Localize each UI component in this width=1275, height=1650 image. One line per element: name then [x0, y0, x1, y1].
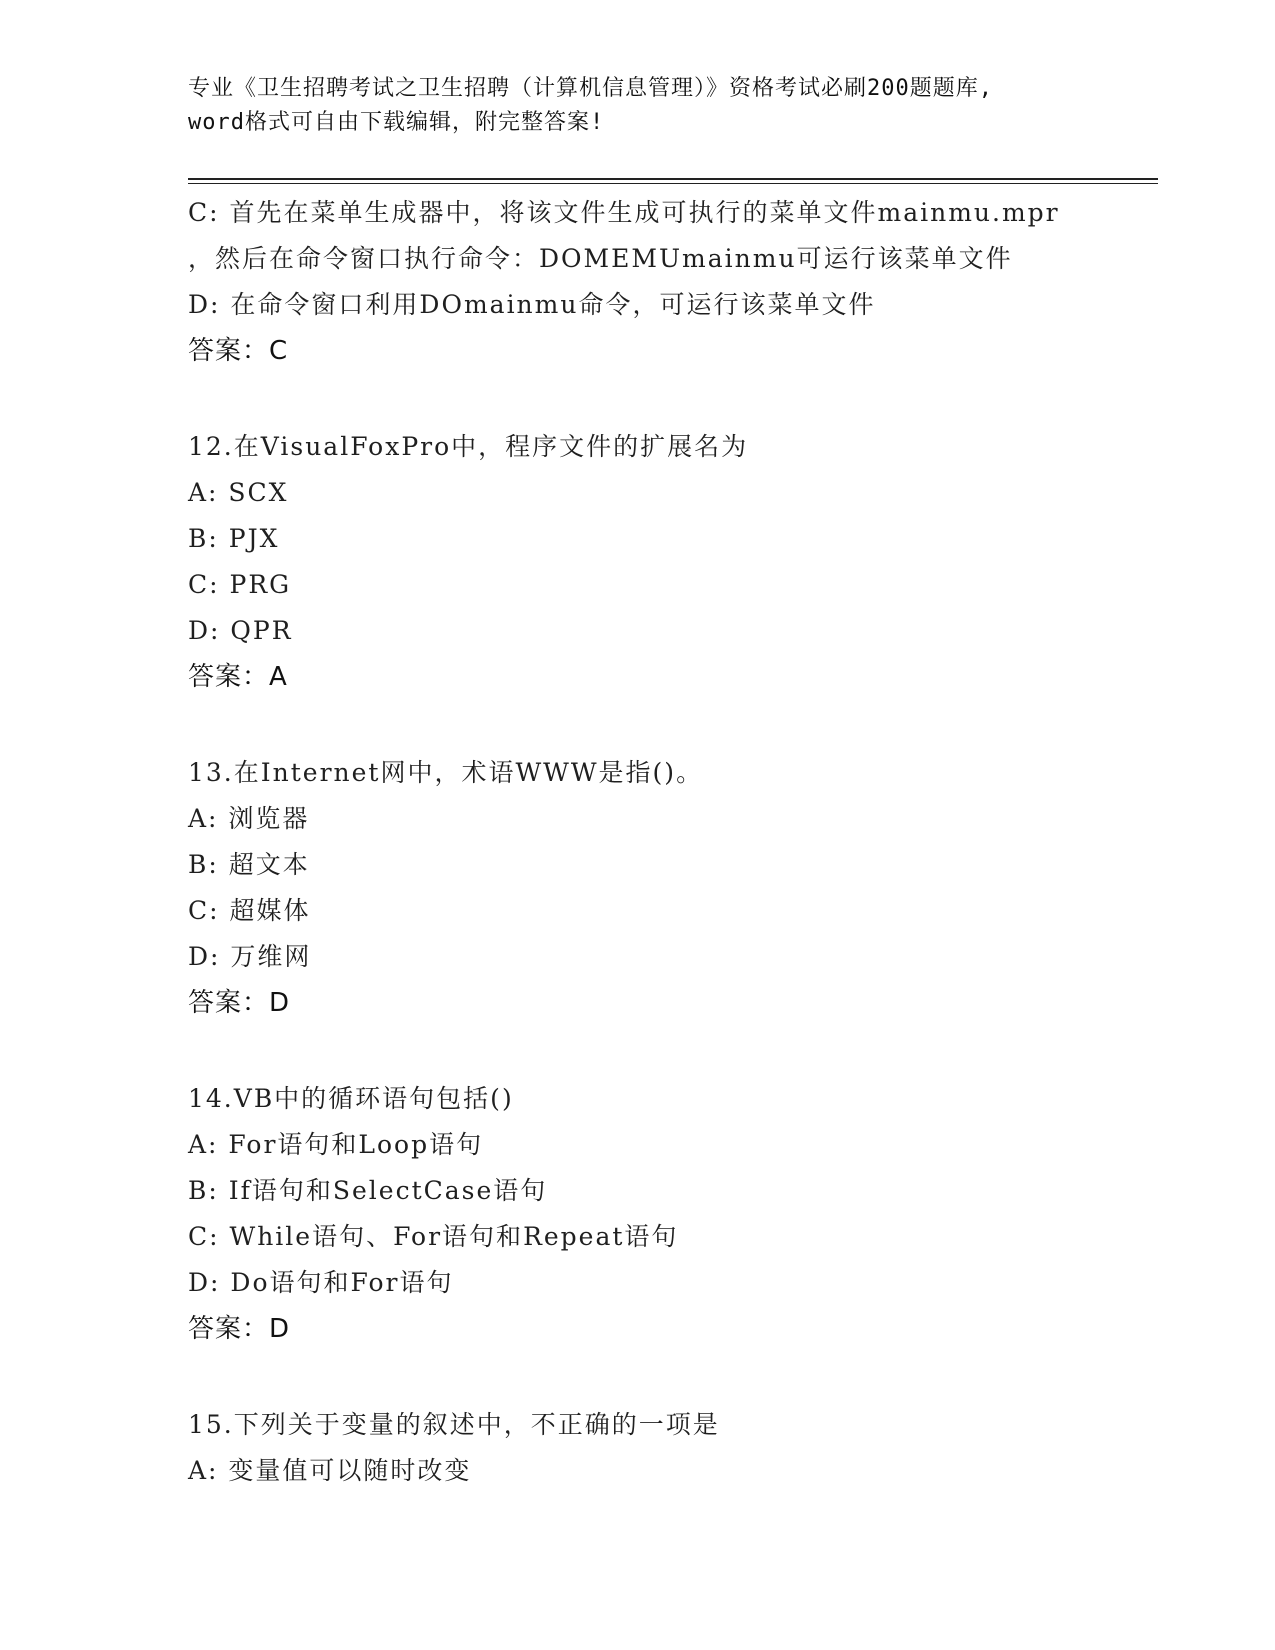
option-a: A: 浏览器	[188, 804, 310, 833]
question-stem: 15.下列关于变量的叙述中，不正确的一项是	[188, 1410, 720, 1439]
question-stem: 13.在Internet网中，术语WWW是指()。	[188, 758, 704, 787]
question-list	[188, 190, 1148, 1494]
option-b: B: 超文本	[188, 850, 310, 879]
answer: 答案：D	[188, 1314, 291, 1344]
option-c: C: 超媒体	[188, 896, 311, 925]
question-14	[188, 1076, 1148, 1352]
answer: 答案：C	[188, 336, 289, 366]
question-15	[188, 1402, 1148, 1494]
option-a: A: 变量值可以随时改变	[188, 1456, 472, 1485]
header-divider	[188, 178, 1158, 180]
option-d: D: Do语句和For语句	[188, 1268, 454, 1297]
header-title-line-1: 专业《卫生招聘考试之卫生招聘（计算机信息管理）》资格考试必刷200题题库,	[188, 76, 993, 101]
option-c-line-1: C: 首先在菜单生成器中，将该文件生成可执行的菜单文件mainmu.mpr	[188, 198, 1060, 227]
header-title-line-2: word格式可自由下载编辑，附完整答案!	[188, 110, 605, 135]
question-11-continuation	[188, 190, 1148, 374]
question-stem: 12.在VisualFoxPro中，程序文件的扩展名为	[188, 432, 749, 461]
option-c-line-2: ，然后在命令窗口执行命令：DOMEMUmainmu可运行该菜单文件	[188, 244, 1013, 273]
option-a: A: For语句和Loop语句	[188, 1130, 484, 1159]
option-d: D: 万维网	[188, 942, 312, 971]
option-b: B: If语句和SelectCase语句	[188, 1176, 548, 1205]
option-c: C: While语句、For语句和Repeat语句	[188, 1222, 679, 1251]
option-b: B: PJX	[188, 524, 280, 553]
option-c: C: PRG	[188, 570, 292, 599]
option-d: D: QPR	[188, 616, 293, 645]
option-d: D: 在命令窗口利用DOmainmu命令，可运行该菜单文件	[188, 290, 876, 319]
option-a: A: SCX	[188, 478, 289, 507]
question-13	[188, 750, 1148, 1026]
answer: 答案：D	[188, 988, 291, 1018]
document-header	[188, 72, 1088, 140]
answer: 答案：A	[188, 662, 288, 692]
question-stem: 14.VB中的循环语句包括()	[188, 1084, 514, 1113]
header-divider-thin	[188, 183, 1158, 184]
question-12	[188, 424, 1148, 700]
